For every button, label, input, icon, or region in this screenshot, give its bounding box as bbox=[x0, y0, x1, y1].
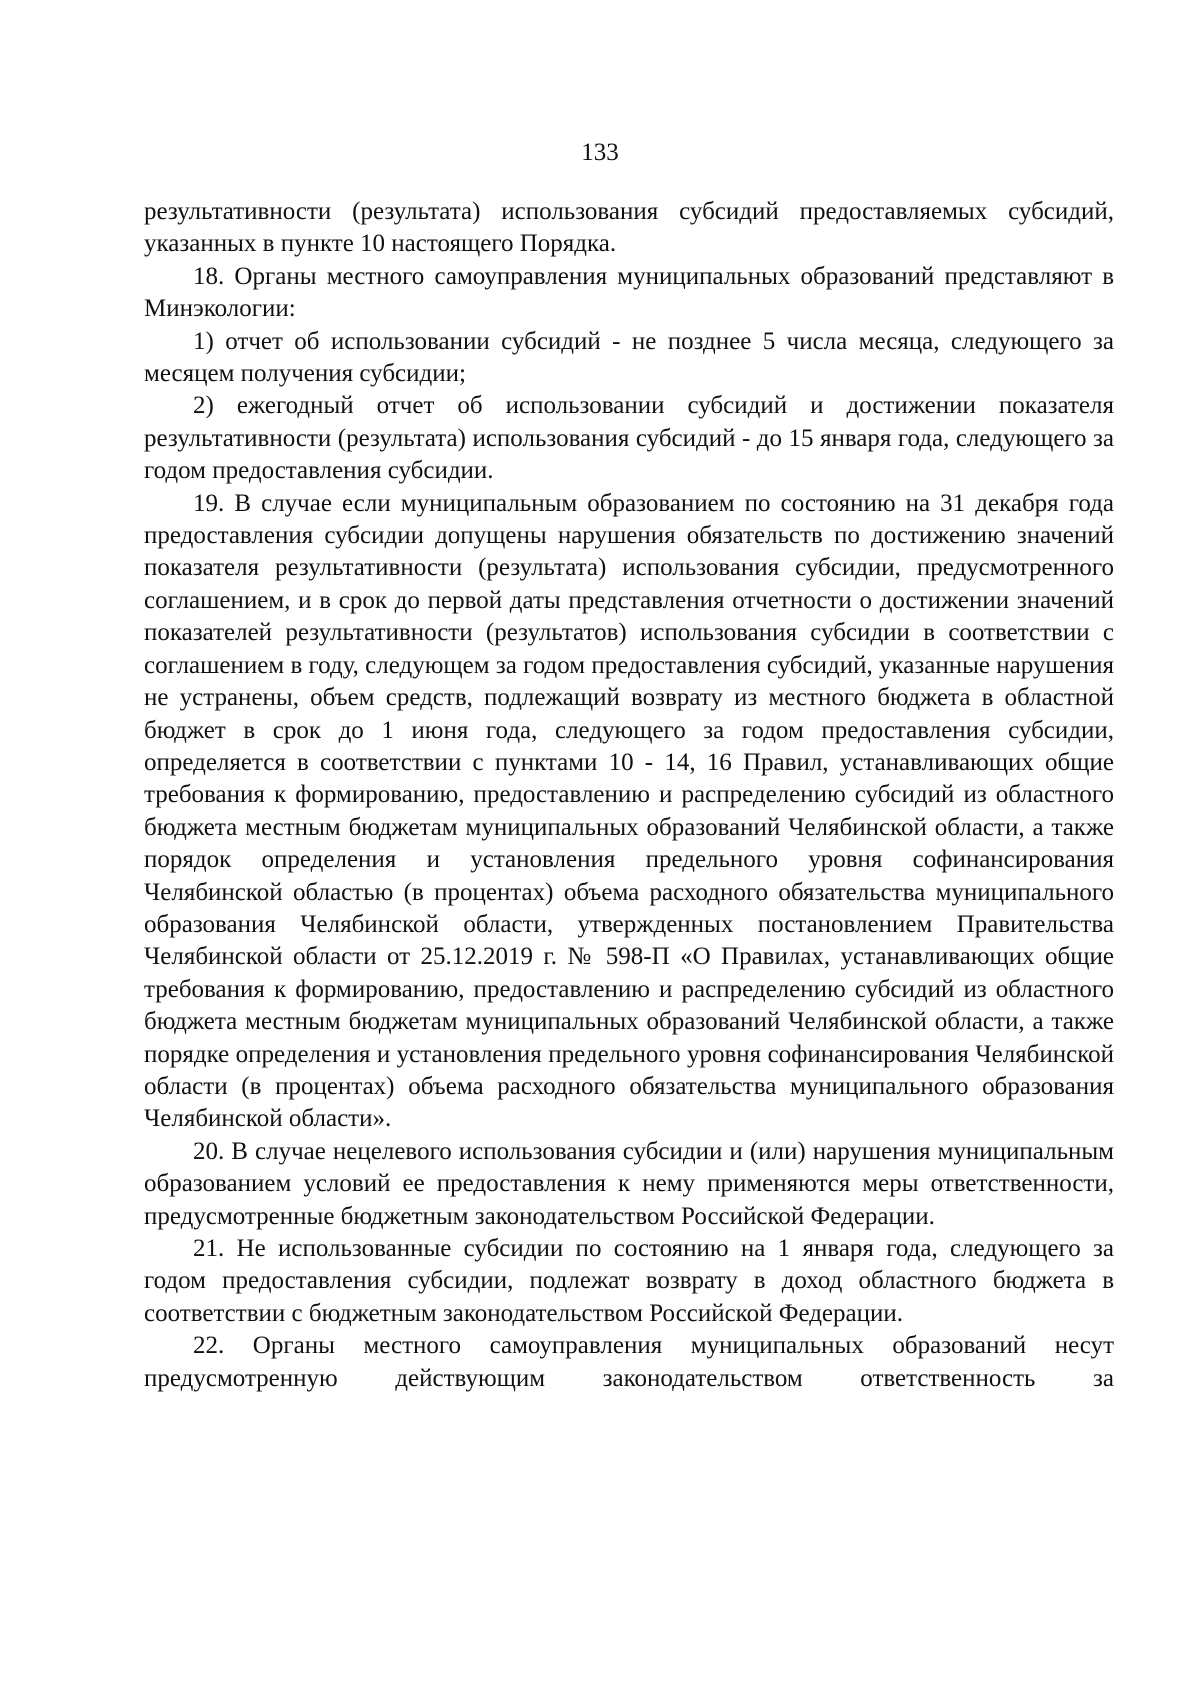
paragraph-19: 19. В случае если муниципальным образованием по состоянию на 31 декабря года предоставления субсидии допущены нарушения обязательств по достижению значений показателя результативности (результата) использования субсидии, предусмотренного соглашением, и в срок до первой даты представления отчетности о достижении значений показателей результативности (результатов) использования субсидии в соответствии с соглашением в году, следующем за годом предоставления субсидий, указанные нарушения не устранены, объем средств, подлежащий возврату из местного бюджета в областной бюджет в срок до 1 июня года, следующего за годом предоставления субсидии, определяется в соответствии с пунктами 10 - 14, 16 Правил, устанавливающих общие требования к формированию, предоставлению и распределению субсидий из областного бюджета местным бюджетам муниципальных образований Челябинской области, а также порядок определения и установления предельного уровня софинансирования Челябинской областью (в процентах) объема расходного обязательства муниципального образования Челябинской области, утвержденных постановлением Правительства Челябинской области от 25.12.2019 г. № 598-П «О Правилах, устанавливающих общие требования к формированию, предоставлению и распределению субсидий из областного бюджета местным бюджетам муниципальных образований Челябинской области, а также порядке определения и установления предельного уровня софинансирования Челябинской области (в процентах) объема расходного обязательства муниципального образования Челябинской области». bbox=[144, 489, 1114, 1133]
page-number: 133 bbox=[581, 139, 619, 166]
document-body bbox=[144, 196, 1114, 1395]
paragraph-continuation: результативности (результата) использования субсидий предоставляемых субсидий, указанных в пункте 10 настоящего Порядка. bbox=[144, 198, 1114, 258]
paragraph-18: 18. Органы местного самоуправления муниципальных образований представляют в Минэкологии: bbox=[144, 262, 1114, 323]
paragraph-21: 21. Не использованные субсидии по состоянию на 1 января года, следующего за годом предоставления субсидии, подлежат возврату в доход областного бюджета в соответствии с бюджетным законодательством Российской Федерации. bbox=[144, 1235, 1114, 1327]
paragraph-18-item-1: 1) отчет об использовании субсидий - не позднее 5 числа месяца, следующего за месяцем получения субсидии; bbox=[144, 327, 1114, 388]
paragraph-18-item-2: 2) ежегодный отчет об использовании субсидий и достижении показателя результативности (результата) использования субсидий - до 15 января года, следующего за годом предоставления субсидии. bbox=[144, 392, 1114, 485]
paragraph-22: 22. Органы местного самоуправления муниципальных образований несут предусмотренную действующим законодательством ответственность за bbox=[144, 1332, 1114, 1392]
paragraph-20: 20. В случае нецелевого использования субсидии и (или) нарушения муниципальным образованием условий ее предоставления к нему применяются меры ответственности, предусмотренные бюджетным законодательством Российской Федерации. bbox=[144, 1137, 1114, 1230]
